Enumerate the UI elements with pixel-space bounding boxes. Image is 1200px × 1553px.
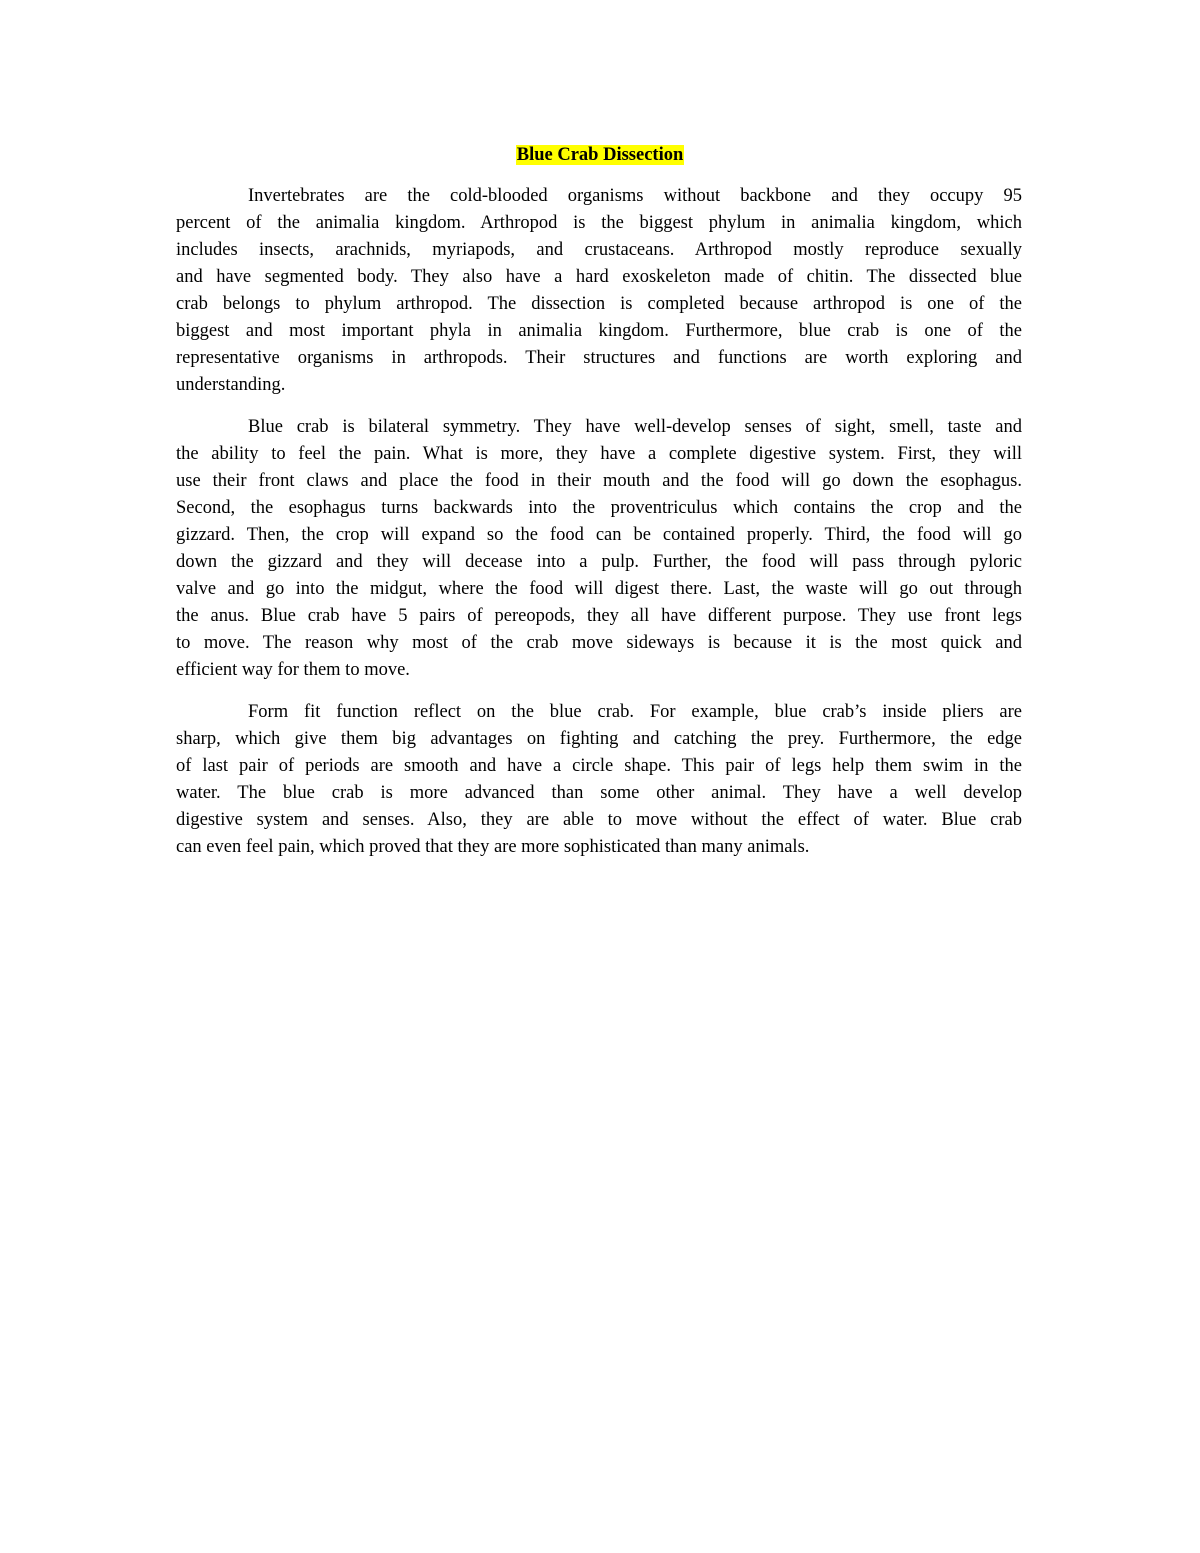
paragraph-line: understanding. — [176, 375, 286, 395]
paragraph-line: sharp, which give them big advantages on fighting and catching the prey. Furthermore, the edge — [176, 729, 1022, 749]
paragraph-line: and have segmented body. They also have a hard exoskeleton made of chitin. The dissected blue — [176, 267, 1022, 287]
paragraph-line: Invertebrates are the cold-blooded organisms without backbone and they occupy 95 — [248, 186, 1022, 206]
paragraph-line: Second, the esophagus turns backwards into the proventriculus which contains the crop and the — [176, 498, 1022, 518]
paragraph-line: down the gizzard and they will decease into a pulp. Further, the food will pass through pyloric — [176, 552, 1022, 572]
paragraph-line: of last pair of periods are smooth and have a circle shape. This pair of legs help them swim in the — [176, 756, 1022, 776]
paragraph-line: digestive system and senses. Also, they are able to move without the effect of water. Blue crab — [176, 810, 1022, 830]
paragraph-line: includes insects, arachnids, myriapods, and crustaceans. Arthropod mostly reproduce sexually — [176, 240, 1022, 260]
document-title — [0, 142, 1200, 168]
paragraph-line: representative organisms in arthropods. Their structures and functions are worth exploring and — [176, 348, 1022, 368]
paragraph-line: crab belongs to phylum arthropod. The dissection is completed because arthropod is one of the — [176, 294, 1022, 314]
paragraph-line: gizzard. Then, the crop will expand so the food can be contained properly. Third, the food will go — [176, 525, 1022, 545]
paragraph-line: water. The blue crab is more advanced than some other animal. They have a well develop — [176, 783, 1022, 803]
paragraph-line: Form fit function reflect on the blue crab. For example, blue crab’s inside pliers are — [248, 702, 1022, 722]
paragraph-line: the ability to feel the pain. What is more, they have a complete digestive system. First, they will — [176, 444, 1022, 464]
paragraph-line: percent of the animalia kingdom. Arthropod is the biggest phylum in animalia kingdom, which — [176, 213, 1022, 233]
paragraph-line: valve and go into the midgut, where the food will digest there. Last, the waste will go out through — [176, 579, 1022, 599]
paragraph-line: can even feel pain, which proved that they are more sophisticated than many animals. — [176, 837, 810, 857]
paragraph-line: Blue crab is bilateral symmetry. They have well-develop senses of sight, smell, taste and — [248, 417, 1022, 437]
paragraph-line: use their front claws and place the food in their mouth and the food will go down the esophagus. — [176, 471, 1022, 491]
paragraph-1 — [176, 183, 1022, 399]
paragraph-2 — [176, 414, 1022, 684]
title-highlight: Blue Crab Dissection — [516, 145, 684, 165]
paragraph-line: efficient way for them to move. — [176, 660, 410, 680]
document-body — [176, 183, 1022, 876]
paragraph-line: biggest and most important phyla in animalia kingdom. Furthermore, blue crab is one of the — [176, 321, 1022, 341]
paragraph-line: to move. The reason why most of the crab move sideways is because it is the most quick and — [176, 633, 1022, 653]
paragraph-3 — [176, 699, 1022, 861]
paragraph-line: the anus. Blue crab have 5 pairs of pereopods, they all have different purpose. They use front legs — [176, 606, 1022, 626]
